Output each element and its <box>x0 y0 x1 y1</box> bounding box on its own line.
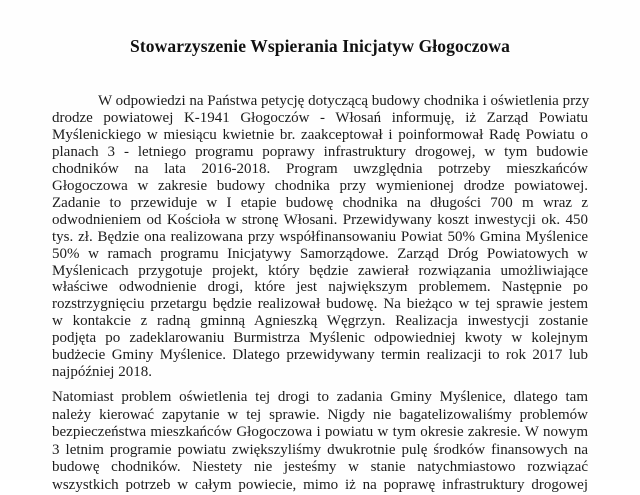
text-line: 50% w ramach programu Inicjatywy Samorządowe. Zarząd Dróg Powiatowych w <box>52 245 588 262</box>
text-line: Zadanie to przewiduje w I etapie budowę chodnika na długości 700 m wraz z <box>52 194 588 211</box>
text-line: Myślenickiego w miesiącu kwietnie br. zaakceptował i poinformował Radę Powiatu o <box>52 126 588 143</box>
document-title: Stowarzyszenie Wspierania Inicjatyw Głogoczowa <box>130 36 510 56</box>
text-line: należy kierować zapytanie w tej sprawie. Nigdy nie bagatelizowaliśmy problemów <box>52 406 588 423</box>
text-line: w kontakcie z radną gminną Agnieszką Węgrzyn. Realizacja inwestycji zostanie <box>52 313 588 330</box>
text-line: W odpowiedzi na Państwa petycję dotyczącą budowy chodnika i oświetlenia przy <box>98 93 590 109</box>
text-line: 3 letnim programie powiatu zwiększyliśmy dwukrotnie pulę środków finansowych na <box>52 441 588 458</box>
text-line: chodników na lata 2016-2018. Program uwzględnia potrzeby mieszkańców <box>52 160 588 177</box>
text-line: budżecie Gminy Myślenice. Dlatego przewidywany termin realizacji to rok 2017 lub <box>52 347 588 364</box>
text-line: Głogoczowa w zakresie budowy chodnika przy wymienionej drodze powiatowej. <box>52 177 588 194</box>
text-line: rozstrzygnięciu przetargu będzie realizował budowę. Na bieżąco w tej sprawie jestem <box>52 296 588 313</box>
text-line: Myślenicach przygotuje projekt, który będzie zawierał rozwiązania umożliwiające <box>52 262 588 279</box>
text-line: planach 3 - letniego programu poprawy infrastruktury drogowej, w tym budowie <box>52 143 588 160</box>
text-line: podjęta po zadeklarowaniu Burmistrza Myślenic odpowiedniej kwoty w kolejnym <box>52 330 588 347</box>
text-line: bezpieczeństwa mieszkańców Głogoczowa i powiatu w tym okresie zakresie. W nowym <box>52 424 588 441</box>
text-line: właściwe odwodnienie drogi, które jest największym problemem. Następnie po <box>52 279 588 296</box>
text-line: budowę chodników. Niestety nie jesteśmy w stanie natychmiastowo rozwiązać <box>52 459 588 476</box>
text-line: Natomiast problem oświetlenia tej drogi to zadania Gminy Myślenice, dlatego tam <box>52 389 588 405</box>
text-line: tys. zł. Będzie ona realizowana przy współfinansowaniu Powiat 50% Gmina Myślenice <box>52 228 588 245</box>
text-line: najpóźniej 2018. <box>52 364 152 381</box>
text-line: drodze powiatowej K-1941 Głogoczów - Włosań informuję, iż Zarząd Powiatu <box>52 109 588 126</box>
text-line: odwodnieniem od Kościoła w stronę Włosani. Przewidywany koszt inwestycji ok. 450 <box>52 211 588 228</box>
text-line: wszystkich potrzeb w całym powiecie, mimo iż na poprawę infrastruktury drogowej <box>52 477 588 493</box>
